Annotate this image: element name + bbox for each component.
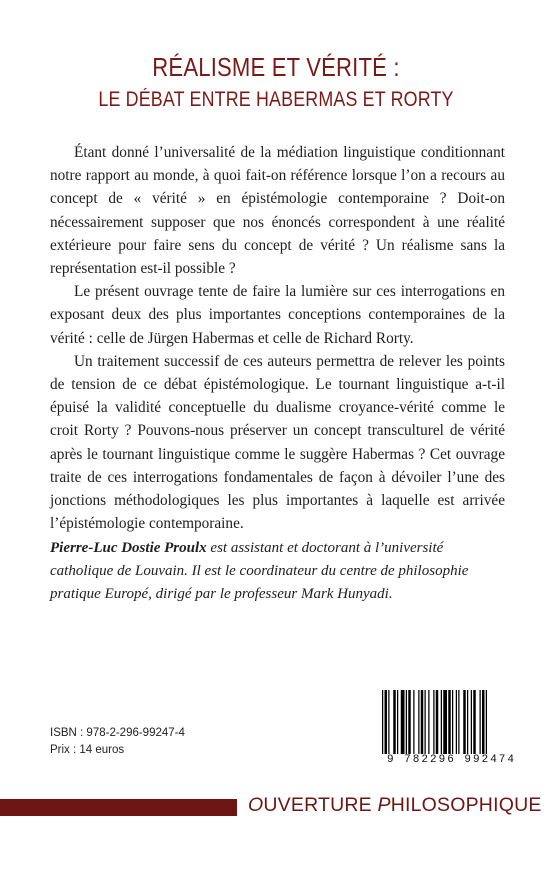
barcode-digits: 9 782296 992474 [386,754,517,766]
summary-paragraph-1: Étant donné l’universalité de la médiation linguistique conditionnant notre rapport au monde, à quoi fait-on référence lorsque l’on a recours au concept de « vérité » en épistémologie contemporaine ? Doit-on nécessairement supposer que nos énoncés correspondent à une réalité extérieure pour faire sens du concept de vérité ? Un réalisme sans la représentation est-il possible ? [50,144,505,278]
author-description: est assistant et doctorant à l’université catholique de Louvain. Il est le coordinateur du centre de philosophie pratique Europé, dirigé par le professeur Mark Hunyadi. [50,540,469,602]
summary-paragraph-3: Un traitement successif de ces auteurs permettra de relever les points de tension de ce débat épistémologique. Le tournant linguistique a-t-il épuisé la validité conceptuelle du dualisme croyance-vérité comme le croit Rorty ? Pouvons-nous préserver un concept transculturel de vérité après le tournant linguistique comme le suggère Habermas ? Cet ouvrage traite de ces interrogations fondamentales de façon à dévoiler l’une des jonctions méthodologiques les plus importantes à laquelle est arrivée l’épistémologie contemporaine. [50,352,505,533]
author-bio [50,537,505,606]
author-name: Pierre-Luc Dostie Proulx [50,540,207,556]
collection-initial-p: P [377,794,391,816]
collection-word-2: HILOSOPHIQUE [390,794,542,816]
barcode-bars [382,690,521,754]
collection-word-1: UVERTURE [263,794,378,816]
collection-name [248,794,542,817]
collection-initial-o: O [248,794,264,816]
barcode [378,690,525,775]
collection-color-bar [0,799,237,816]
isbn-text: ISBN : 978-2-296-99247-4 [50,727,185,739]
price-text: Prix : 14 euros [50,744,125,756]
book-subtitle: LE DÉBAT ENTRE HABERMAS ET RORTY [98,88,454,111]
book-title: RÉALISME ET VÉRITÉ : [152,52,400,82]
book-info [50,725,185,759]
back-cover-summary [50,141,505,535]
summary-paragraph-2: Le présent ouvrage tente de faire la lumière sur ces interrogations en exposant deux des plus importantes conceptions contemporaines de la vérité : celle de Jürgen Habermas et celle de Richard Rorty. [50,283,505,347]
